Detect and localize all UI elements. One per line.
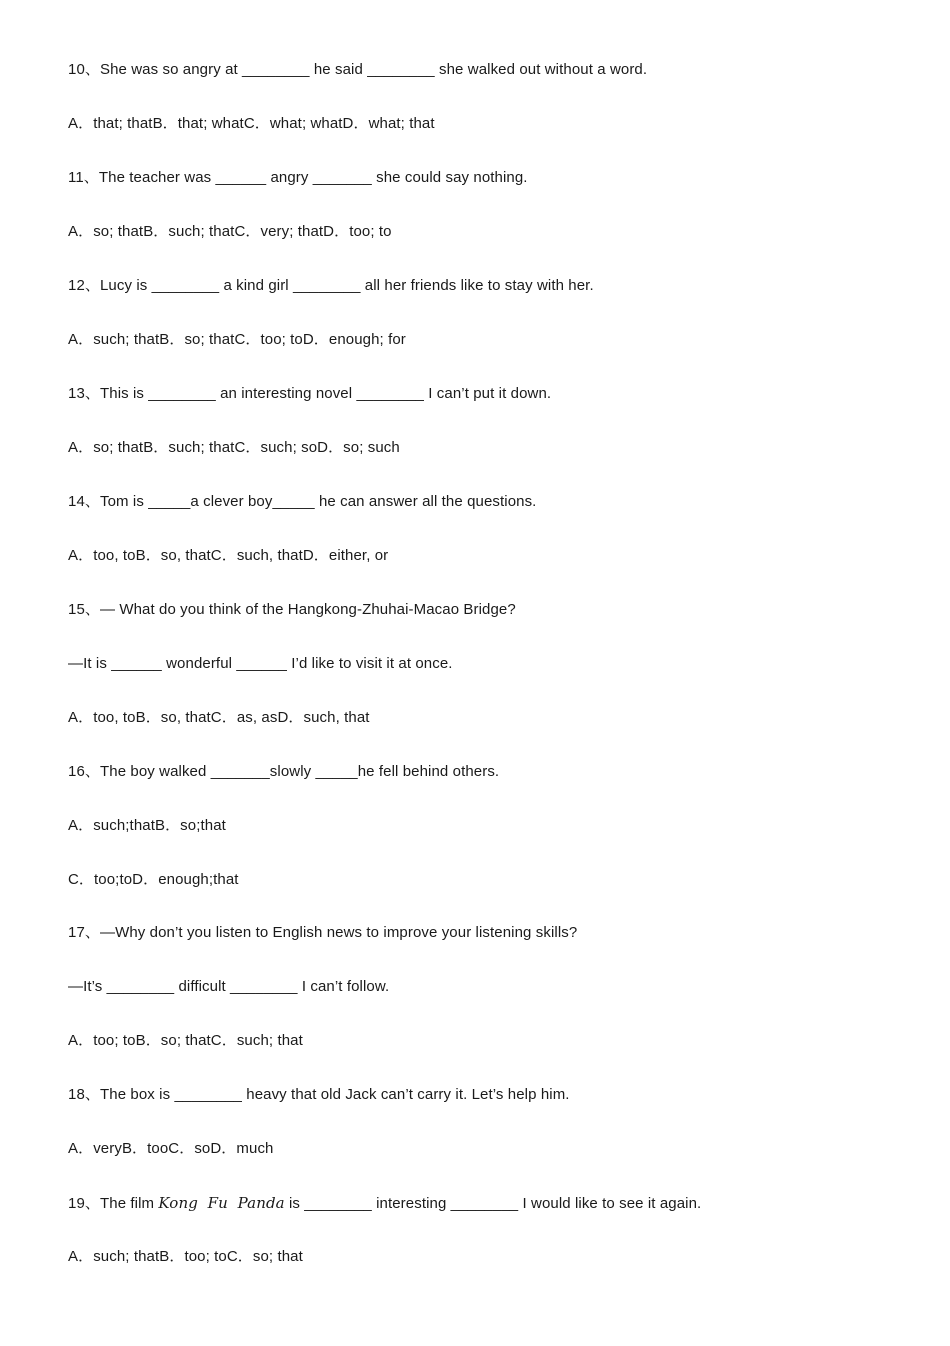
question-11-options: A．so; thatB．such; thatC．very; thatD．too; to: [68, 223, 392, 240]
question-19-options: A．such; thatB．too; toC．so; that: [68, 1248, 303, 1265]
question-12-options: A．such; thatB．so; thatC．too; toD．enough; for: [68, 331, 406, 348]
question-11: 11、The teacher was ______ angry _______ she could say nothing.: [68, 169, 528, 186]
question-15: 15、— What do you think of the Hangkong-Zhuhai-Macao Bridge?: [68, 601, 516, 618]
question-19-film-title: Kong Fu Panda: [158, 1194, 285, 1212]
question-18: 18、The box is ________ heavy that old Jack can’t carry it. Let’s help him.: [68, 1086, 570, 1103]
question-16: 16、The boy walked _______slowly _____he fell behind others.: [68, 763, 500, 780]
question-10: 10、She was so angry at ________ he said ________ she walked out without a word.: [68, 61, 648, 78]
question-17-options: A．too; toB．so; thatC．such; that: [68, 1032, 303, 1049]
question-10-options: A．that; thatB．that; whatC．what; whatD．what; that: [68, 115, 435, 132]
question-19-prefix: 19、The film: [68, 1195, 159, 1212]
question-19-suffix: is ________ interesting ________ I would like to see it again.: [284, 1195, 702, 1212]
question-13-options: A．so; thatB．such; thatC．such; soD．so; such: [68, 439, 400, 456]
question-16-options-cd: C．too;toD．enough;that: [68, 871, 239, 888]
question-17-reply: —It’s ________ difficult ________ I can’t follow.: [68, 978, 390, 995]
question-14-options: A．too, toB．so, thatC．such, thatD．either, or: [68, 547, 389, 564]
question-15-reply: —It is ______ wonderful ______ I’d like to visit it at once.: [68, 655, 453, 672]
question-18-options: A．veryB．tooC．soD．much: [68, 1140, 274, 1157]
question-15-options: A．too, toB．so, thatC．as, asD．such, that: [68, 709, 370, 726]
question-19: [68, 1193, 701, 1214]
question-12: 12、Lucy is ________ a kind girl ________ all her friends like to stay with her.: [68, 277, 594, 294]
question-16-options-ab: A．such;thatB．so;that: [68, 817, 226, 834]
question-14: 14、Tom is _____a clever boy_____ he can answer all the questions.: [68, 493, 537, 510]
question-13: 13、This is ________ an interesting novel ________ I can’t put it down.: [68, 385, 552, 402]
question-17: 17、—Why don’t you listen to English news to improve your listening skills?: [68, 924, 578, 941]
